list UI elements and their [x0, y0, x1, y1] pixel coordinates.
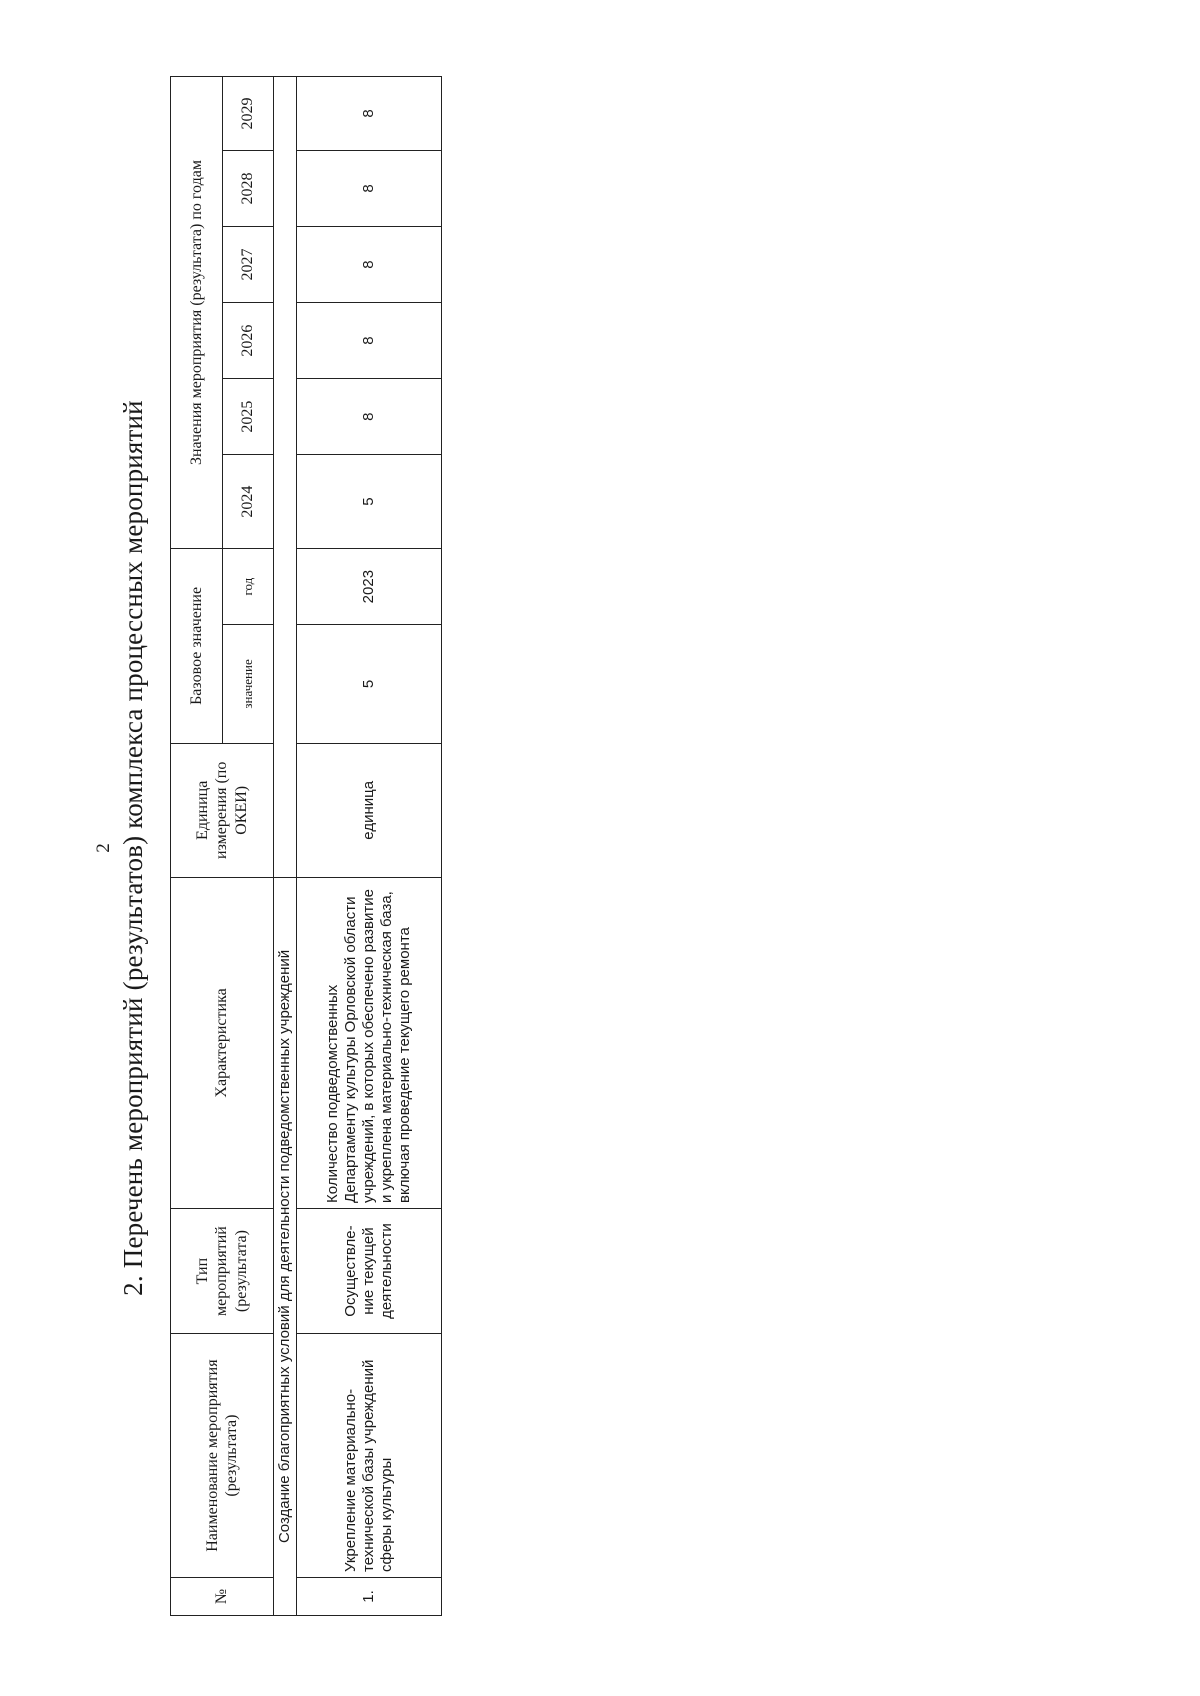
row-characteristic: Количество подведомственных Департаменту культуры Орловской области учреждений, в которых обеспечено развитие и укреплена материально-техническая база, включая проведение текущего ремонта	[297, 877, 442, 1208]
row-base-year: 2023	[297, 549, 442, 625]
header-year: 2025	[222, 379, 274, 455]
row-year-value: 8	[297, 379, 442, 455]
header-unit: Единица измерения (по ОКЕИ)	[171, 743, 274, 877]
row-year-value: 8	[297, 150, 442, 226]
row-year-value: 8	[297, 77, 442, 151]
row-name: Укрепление материально-технической базы учреждений сферы культуры	[297, 1334, 442, 1578]
row-year-value: 5	[297, 455, 442, 549]
section-empty-cell	[274, 77, 297, 878]
header-number: №	[171, 1577, 274, 1615]
header-year: 2024	[222, 455, 274, 549]
header-base-value-year: год	[222, 549, 274, 625]
events-table	[170, 76, 442, 1616]
table-row	[297, 77, 442, 1616]
header-year: 2028	[222, 150, 274, 226]
header-type: Тип мероприятий (результата)	[171, 1208, 274, 1333]
page-number: 2	[93, 843, 114, 853]
row-unit: единица	[297, 743, 442, 877]
header-base-value-value: значение	[222, 625, 274, 744]
row-year-value: 8	[297, 303, 442, 379]
header-base-value: Базовое значение	[171, 549, 223, 744]
header-year: 2027	[222, 227, 274, 303]
page-title: 2. Перечень мероприятий (результатов) комплекса процессных мероприятий	[118, 400, 148, 1296]
row-year-value: 8	[297, 227, 442, 303]
header-characteristic: Характеристика	[171, 877, 274, 1208]
section-title: Создание благоприятных условий для деятельности подведомственных учреждений	[274, 877, 297, 1615]
header-year: 2029	[222, 77, 274, 151]
header-year: 2026	[222, 303, 274, 379]
row-number: 1.	[297, 1577, 442, 1615]
header-name: Наименование мероприятия (результата)	[171, 1334, 274, 1578]
header-values-by-year: Значения мероприятия (результата) по годам	[171, 77, 223, 549]
row-type: Осуществле-ние текущей деятельности	[297, 1208, 442, 1333]
header-row-1	[171, 77, 223, 1616]
section-row	[274, 77, 297, 1616]
row-base-value: 5	[297, 625, 442, 744]
